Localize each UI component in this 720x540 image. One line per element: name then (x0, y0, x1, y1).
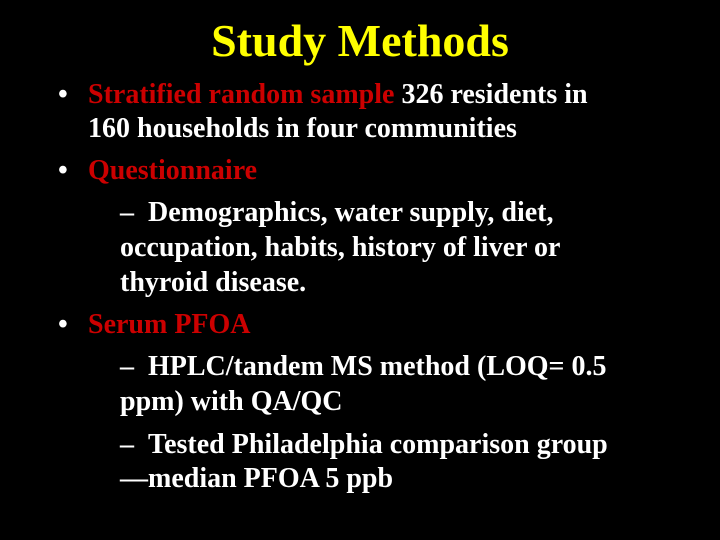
questionnaire-sub-line2: occupation, habits, history of liver or (120, 232, 561, 263)
bullet-sampling-line2: 160 households in four communities (88, 113, 517, 144)
slide-title: Study Methods (211, 15, 509, 66)
bullet-serum: Serum PFOA (88, 309, 251, 340)
questionnaire-sub-line3: thyroid disease. (120, 267, 307, 298)
sampling-rest: 326 residents in (394, 79, 588, 110)
bullet-questionnaire: Questionnaire (88, 155, 258, 186)
dash-glyph: – (120, 429, 134, 460)
dash-glyph: – (120, 197, 134, 228)
bullet-sampling-line1 (88, 78, 588, 112)
dash-glyph: – (120, 351, 134, 382)
serum-sub1-line1: HPLC/tandem MS method (LOQ= 0.5 (148, 351, 607, 382)
serum-sub2-line2: —median PFOA 5 ppb (120, 463, 394, 494)
bullet-glyph: • (58, 79, 68, 110)
serum-sub1-line2: ppm) with QA/QC (120, 386, 343, 417)
serum-sub2-line1: Tested Philadelphia comparison group (148, 429, 608, 460)
bullet-glyph: • (58, 309, 68, 340)
bullet-glyph: • (58, 155, 68, 186)
sampling-lead: Stratified random sample (88, 79, 395, 110)
questionnaire-sub-line1: Demographics, water supply, diet, (148, 197, 554, 228)
